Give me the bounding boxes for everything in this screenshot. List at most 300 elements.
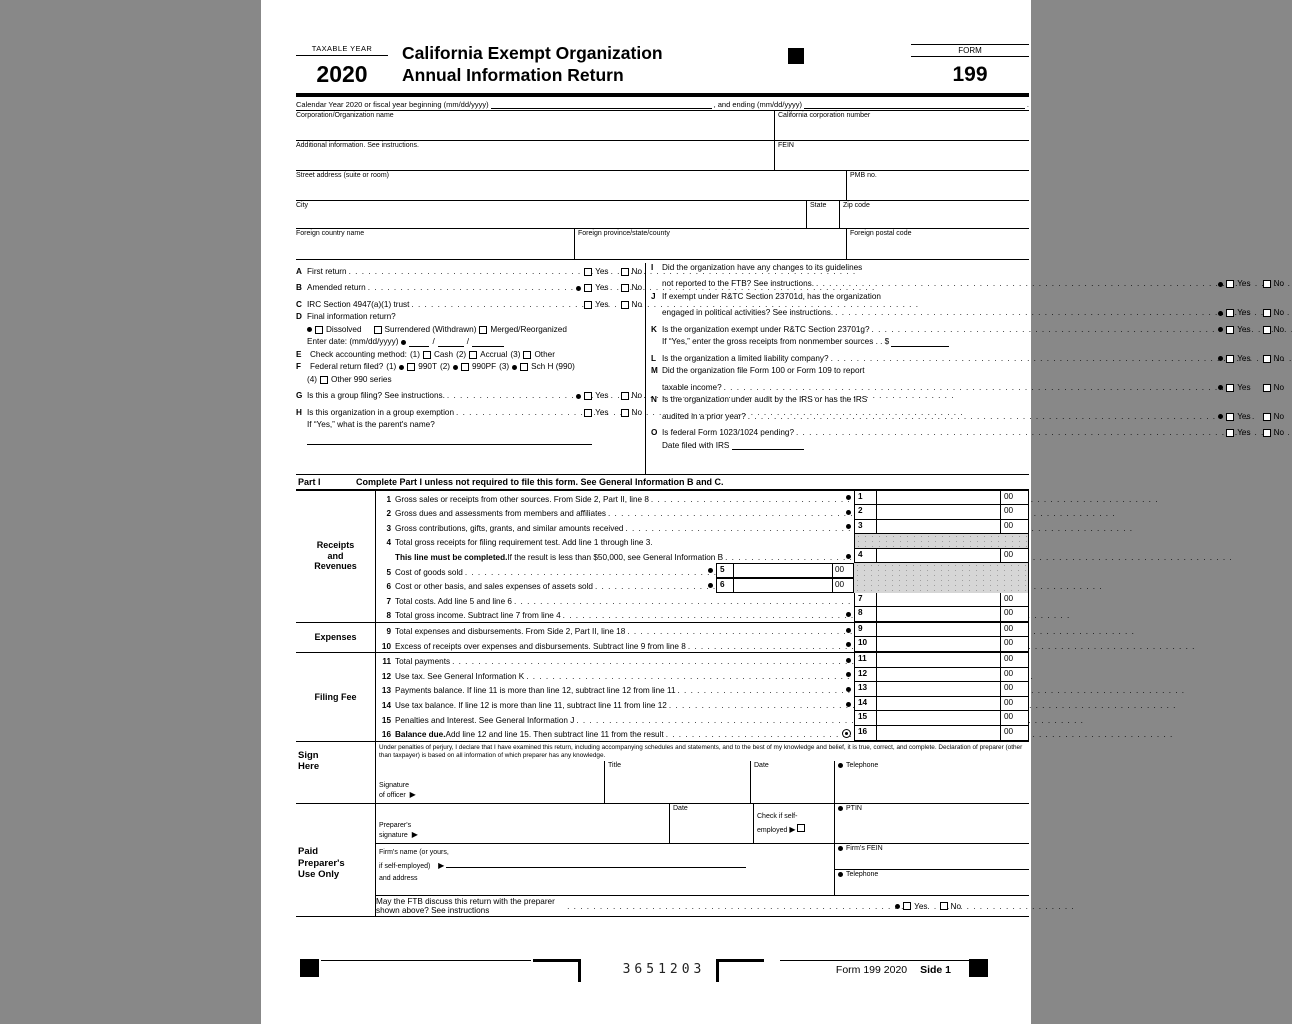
ptin-field[interactable]: [834, 804, 1029, 843]
foreign-country-field[interactable]: [296, 229, 574, 259]
ptin-label: PTIN: [846, 805, 862, 812]
fill-in-bullet-icon: [576, 286, 581, 291]
registration-mark: [788, 48, 804, 64]
dot-leader: [724, 383, 1217, 393]
preparer-signature-field[interactable]: [376, 804, 669, 843]
yes-label: Yes: [1237, 308, 1251, 317]
foreign-province-field[interactable]: [574, 229, 846, 259]
option-number: (1): [409, 349, 420, 359]
officer-signature-field[interactable]: [376, 761, 604, 803]
line-text: Add line 12 and line 15. Then subtract line 11 from the result: [445, 730, 664, 740]
dissolved-checkbox[interactable]: [315, 326, 323, 334]
dot-leader: [796, 428, 1224, 438]
dot-leader: [411, 300, 582, 310]
questions-right-column: [646, 263, 1285, 474]
paid-preparer-label: Paid Preparer's Use Only: [296, 804, 376, 916]
dot-leader: [514, 597, 852, 606]
expenses-group: [296, 622, 1029, 652]
ca-corp-number-label: California corporation number: [778, 111, 871, 119]
dot-leader: [666, 730, 839, 739]
dissolved-label: Dissolved: [326, 324, 362, 334]
state-field[interactable]: [806, 201, 839, 229]
calendar-year-row: [296, 97, 1029, 111]
990t-label: 990T: [418, 362, 437, 371]
footer-form-id: Form 199: [835, 964, 881, 976]
questions-left-column: [296, 263, 646, 474]
h-no-checkbox[interactable]: [621, 409, 629, 417]
line-text: Total gross receipts for filing requirement test. Add line 1 through line 3.: [395, 538, 653, 548]
enter-date-label: Enter date: (mm/dd/yyyy): [307, 337, 399, 346]
o-no-checkbox[interactable]: [1263, 429, 1271, 437]
fill-in-bullet-icon: [895, 904, 900, 909]
title-label: Title: [608, 762, 621, 769]
line-number: 6: [386, 582, 391, 592]
line-12-row: [376, 668, 1029, 683]
line-15-row: [376, 711, 1029, 726]
pmb-label: PMB no.: [850, 171, 877, 179]
i-yes-checkbox[interactable]: [1226, 280, 1234, 288]
question-text: Is federal Form 1023/1024 pending?: [662, 428, 794, 437]
form-number: 199: [952, 63, 988, 86]
fiscal-end-date-field[interactable]: [804, 101, 1025, 109]
fill-in-bullet-icon: [708, 583, 713, 588]
line-13-amount-field[interactable]: [876, 682, 1000, 697]
gross-receipts-label: If “Yes,” enter the gross receipts from nonmember sources . . $: [662, 337, 890, 346]
n-yes-checkbox[interactable]: [1226, 413, 1234, 421]
line-text: Total costs. Add line 5 and line 6: [395, 596, 512, 606]
g-yes-checkbox[interactable]: [584, 392, 592, 400]
other-990-checkbox[interactable]: [320, 376, 328, 384]
line-14-amount-field[interactable]: [876, 697, 1000, 712]
question-a: [296, 263, 642, 277]
line-5-amount-field[interactable]: [734, 563, 832, 578]
line-2-amount-field[interactable]: [876, 505, 1000, 520]
line-number-box: 11: [854, 653, 876, 668]
firm-fein-field[interactable]: [835, 844, 1029, 870]
self-employed-cell: Check if self- employed ▶: [753, 804, 834, 843]
fill-in-bullet-icon: [307, 327, 312, 332]
signature-section: [296, 741, 1029, 917]
line-7-row: [376, 593, 1029, 608]
sign-here-label: Sign Here: [296, 742, 376, 803]
taxable-year-label: TAXABLE YEAR: [296, 44, 388, 56]
990pf-label: 990PF: [471, 362, 497, 371]
final-date-day-field[interactable]: [438, 338, 464, 347]
cents-cell: 00: [1000, 668, 1028, 683]
no-label: No: [950, 901, 961, 911]
date-label: Date: [673, 805, 688, 812]
question-text: Amended return: [307, 283, 366, 292]
line-number: 9: [386, 626, 391, 636]
line-number-box: 4: [854, 549, 876, 564]
question-letter: G: [296, 391, 303, 400]
dot-leader: [748, 412, 1216, 422]
cents-cell: 00: [1000, 520, 1028, 535]
cents-cell: 00: [832, 578, 854, 593]
line-7-amount-field[interactable]: [876, 593, 1000, 608]
additional-info-label: Additional information. See instructions.: [296, 141, 419, 149]
line-text-bold: Balance due.: [395, 730, 446, 740]
question-text: First return: [307, 266, 347, 276]
corner-bracket-icon: [716, 959, 764, 982]
additional-info-field[interactable]: [296, 141, 774, 171]
no-label: No: [1273, 353, 1285, 363]
zip-label: Zip code: [843, 201, 870, 209]
shaded-cell: [854, 578, 1029, 593]
line-10-amount-field[interactable]: [876, 637, 1000, 652]
fein-field[interactable]: [774, 141, 1029, 171]
line-number: 4: [386, 538, 391, 548]
foreign-postal-field[interactable]: [846, 229, 1029, 259]
pmb-field[interactable]: [846, 171, 1029, 201]
parent-name-field[interactable]: [307, 436, 592, 445]
surrendered-checkbox[interactable]: [374, 326, 382, 334]
line-14-row: [376, 697, 1029, 712]
perjury-statement: Under penalties of perjury, I declare that I have examined this return, including accompanying schedules and statements, and to the best of my knowledge and belief, it is true, correct, and complete. Declaration of preparer (other than taxpayer) is based on all information of which preparer has any knowledge.: [379, 743, 1023, 759]
line-1-amount-field[interactable]: [876, 491, 1000, 506]
b-yes-checkbox[interactable]: [584, 284, 592, 292]
sch-h-checkbox[interactable]: [520, 363, 528, 371]
question-j: [651, 292, 1284, 302]
officer-title-field[interactable]: [604, 761, 750, 803]
line-13-row: [376, 682, 1029, 697]
line-4-row-b: [376, 549, 1029, 564]
officer-date-field[interactable]: [750, 761, 834, 803]
question-letter: O: [651, 428, 658, 437]
line-9-amount-field[interactable]: [876, 623, 1000, 638]
registration-mark: [969, 959, 988, 977]
street-address-field[interactable]: [296, 171, 846, 201]
line-16-amount-field[interactable]: [876, 726, 1000, 741]
line-11-amount-field[interactable]: [876, 653, 1000, 668]
city-field[interactable]: [296, 201, 806, 229]
question-text: Final information return?: [307, 312, 396, 321]
line-12-amount-field[interactable]: [876, 668, 1000, 683]
question-letter: I: [651, 262, 654, 272]
officer-telephone-field[interactable]: [834, 761, 1029, 803]
corp-name-label: Corporation/Organization name: [296, 111, 394, 119]
question-letter: H: [296, 407, 302, 417]
surrendered-label: Surrendered (Withdrawn): [384, 324, 477, 334]
line-3-amount-field[interactable]: [876, 520, 1000, 535]
fein-label: FEIN: [778, 141, 794, 149]
question-text: not reported to the FTB? See instructions.: [662, 279, 815, 288]
question-text: Is the organization exempt under R&TC Section 23701g?: [662, 324, 870, 334]
line-text: Cost of goods sold: [395, 567, 463, 577]
o-yes-checkbox[interactable]: [1226, 429, 1234, 437]
telephone-label: Telephone: [846, 871, 879, 878]
line-number: 2: [386, 509, 391, 519]
cents-cell: 00: [1000, 593, 1028, 608]
a-no-checkbox[interactable]: [621, 268, 629, 276]
m-no-checkbox[interactable]: [1263, 384, 1271, 392]
taxable-year-block: [296, 40, 388, 92]
yes-label: Yes: [1237, 411, 1251, 421]
fill-in-bullet-icon: [838, 872, 843, 877]
accrual-label: Accrual: [480, 349, 508, 359]
fill-in-bullet-icon: [576, 394, 581, 399]
parent-name-question: If “Yes,” what is the parent's name?: [307, 420, 435, 429]
line-text: Gross dues and assessments from members and affiliates: [395, 509, 606, 519]
990pf-checkbox[interactable]: [461, 363, 469, 371]
yes-label: Yes: [1237, 382, 1251, 392]
merged-checkbox[interactable]: [479, 326, 487, 334]
line-5-row: [376, 563, 1029, 578]
question-letter: F: [296, 362, 302, 371]
dot-leader: [625, 524, 843, 533]
k-yes-checkbox[interactable]: [1226, 326, 1234, 334]
g-no-checkbox[interactable]: [621, 392, 629, 400]
city-label: City: [296, 201, 309, 209]
date-filed-field[interactable]: [732, 441, 804, 450]
a-yes-checkbox[interactable]: [584, 268, 592, 276]
yes-label: Yes: [1237, 353, 1251, 363]
question-letter: A: [296, 266, 302, 276]
question-letter: K: [651, 324, 657, 334]
corp-name-field[interactable]: [296, 111, 774, 141]
cents-cell: 00: [1000, 607, 1028, 622]
final-date-year-field[interactable]: [472, 338, 504, 347]
option-number: (1): [386, 362, 397, 371]
zip-field[interactable]: [839, 201, 1029, 229]
cents-cell: 00: [1000, 505, 1028, 520]
question-letter: J: [651, 291, 656, 301]
yes-label: Yes: [1237, 324, 1251, 334]
firm-name-blank[interactable]: [446, 859, 746, 868]
ca-corp-number-field[interactable]: [774, 111, 1029, 141]
line-text: Payments balance. If line 11 is more than line 12, subtract line 12 from line 11: [395, 686, 676, 696]
part1-instruction: Complete Part I unless not required to file this form. See General Information B and C.: [356, 476, 724, 487]
line-number: 12: [381, 671, 391, 681]
foreign-country-label: Foreign country name: [296, 229, 365, 237]
line-text: Penalties and Interest. See General Information J: [395, 715, 575, 725]
line-text: Cost or other basis, and sales expenses of assets sold: [395, 582, 593, 592]
dot-leader: [368, 283, 574, 293]
question-text: Is this a group filing? See instructions.: [307, 391, 445, 400]
b-no-checkbox[interactable]: [621, 284, 629, 292]
line-number-box: 2: [854, 505, 876, 520]
dot-leader: [567, 902, 893, 911]
form-title-line1: California Exempt Organization: [402, 43, 663, 63]
yes-label: Yes: [595, 391, 609, 400]
other-990-label: Other 990 series: [331, 374, 392, 384]
line-8-amount-field[interactable]: [876, 607, 1000, 622]
line-10-row: [376, 637, 1029, 652]
option-number: (4): [307, 374, 318, 384]
line-text: Use tax. See General Information K: [395, 671, 525, 681]
preparer-date-field[interactable]: [669, 804, 753, 843]
question-letter: B: [296, 283, 302, 292]
registration-mark: [300, 959, 319, 977]
fill-in-bullet-icon: [1218, 327, 1223, 332]
line-text: Total gross income. Subtract line 7 from line 4: [395, 611, 561, 621]
taxable-year-value: 2020: [316, 61, 368, 87]
fiscal-begin-date-field[interactable]: [491, 101, 712, 109]
question-text: Did the organization have any changes to its guidelines: [662, 262, 863, 272]
no-label: No: [1273, 411, 1285, 421]
line-9-row: [376, 623, 1029, 638]
dot-leader: [872, 325, 1217, 335]
line-number-box: 9: [854, 623, 876, 638]
expenses-side-label: Expenses: [296, 623, 376, 652]
calendar-period: .: [1026, 99, 1030, 109]
line-number-box: 16: [854, 726, 876, 741]
question-letter: D: [296, 312, 302, 321]
footer-year: 2020: [883, 964, 908, 976]
dot-leader: [627, 627, 843, 636]
question-d: [296, 312, 642, 322]
corner-bracket-icon: [533, 959, 581, 982]
990t-checkbox[interactable]: [407, 363, 415, 371]
m-yes-checkbox[interactable]: [1226, 384, 1234, 392]
question-text: Federal return filed?: [310, 362, 384, 371]
dot-leader: [831, 354, 1217, 364]
yes-label: Yes: [595, 283, 609, 292]
footer-rule: [321, 960, 531, 961]
dot-leader: [465, 568, 705, 577]
firm-right-column: [834, 844, 1029, 895]
line-number: 10: [381, 641, 391, 651]
paid-preparer-group: [296, 804, 1029, 916]
line-number: 14: [381, 700, 391, 710]
nonmember-gross-receipts-field[interactable]: [891, 338, 949, 347]
line-number-box: 5: [716, 563, 734, 578]
l-yes-checkbox[interactable]: [1226, 355, 1234, 363]
fill-in-bullet-icon: [1218, 356, 1223, 361]
discuss-yes-checkbox[interactable]: [903, 902, 911, 910]
fill-in-bullet-icon: [846, 510, 851, 515]
sign-here-group: [296, 742, 1029, 804]
l-no-checkbox[interactable]: [1263, 355, 1271, 363]
line-number-box: 7: [854, 593, 876, 608]
arrow-icon: ▶: [789, 825, 796, 834]
telephone-label: Telephone: [846, 762, 879, 769]
c-no-checkbox[interactable]: [621, 301, 629, 309]
question-o: [651, 424, 1284, 438]
line-11-row: [376, 653, 1029, 668]
line-number-box: 14: [854, 697, 876, 712]
dot-leader: [456, 408, 582, 418]
footer-side: Side 1: [920, 964, 951, 976]
question-text: IRC Section 4947(a)(1) trust: [307, 299, 410, 309]
fill-in-bullet-icon: [453, 365, 458, 370]
line-number-box: 13: [854, 682, 876, 697]
line-number-box: 3: [854, 520, 876, 535]
line-8-row: [376, 607, 1029, 622]
dot-leader: [576, 716, 852, 725]
j-yes-checkbox[interactable]: [1226, 309, 1234, 317]
signature-of-officer-label: Signature of officer ▶: [379, 782, 416, 799]
sch-h-label: Sch H (990): [531, 362, 575, 371]
merged-label: Merged/Reorganized: [490, 324, 567, 334]
dot-leader: [608, 509, 843, 518]
line-6-row: [376, 578, 1029, 593]
question-letter: M: [651, 366, 658, 375]
h-yes-checkbox[interactable]: [584, 409, 592, 417]
target-bullet-icon: [842, 729, 851, 738]
no-label: No: [1273, 308, 1285, 317]
option-number: (2): [439, 362, 450, 371]
no-label: No: [631, 266, 642, 276]
firm-telephone-field[interactable]: [835, 870, 1029, 895]
question-text: Is this organization in a group exemption: [307, 407, 455, 417]
dot-leader: [349, 267, 583, 277]
c-yes-checkbox[interactable]: [584, 301, 592, 309]
line-3-row: [376, 520, 1029, 535]
dot-leader: [563, 611, 843, 620]
filing-fee-side-label: Filing Fee: [296, 653, 376, 741]
form-title: [388, 40, 911, 92]
shaded-cell: [854, 534, 1029, 549]
calendar-ending-label: , and ending (mm/dd/yyyy): [713, 99, 802, 109]
question-h: [296, 404, 642, 418]
yes-label: Yes: [914, 901, 928, 911]
cents-cell: 00: [1000, 623, 1028, 638]
cents-cell: 00: [1000, 682, 1028, 697]
cents-cell: 00: [1000, 726, 1028, 741]
question-f: [296, 362, 642, 372]
arrow-icon: ▶: [438, 861, 445, 870]
option-number: (3): [499, 362, 510, 371]
question-k: [651, 321, 1284, 335]
receipts-side-label: Receipts and Revenues: [296, 491, 376, 622]
fill-in-bullet-icon: [401, 340, 406, 345]
final-date-month-field[interactable]: [409, 338, 429, 347]
line-number: 7: [386, 596, 391, 606]
arrow-icon: ▶: [411, 829, 418, 839]
dot-leader: [678, 686, 844, 695]
discuss-no-checkbox[interactable]: [940, 902, 948, 910]
n-no-checkbox[interactable]: [1263, 413, 1271, 421]
cents-cell: 00: [1000, 697, 1028, 712]
k-no-checkbox[interactable]: [1263, 326, 1271, 334]
line-4-amount-field[interactable]: [876, 549, 1000, 564]
cash-checkbox[interactable]: [423, 351, 431, 359]
line-text-bold: This line must be completed.: [395, 552, 508, 562]
line-1-row: [376, 491, 1029, 506]
firm-name-field[interactable]: Firm's name (or yours, if self-employed) ▶ and address: [376, 844, 834, 895]
other-method-checkbox[interactable]: [523, 351, 531, 359]
i-no-checkbox[interactable]: [1263, 280, 1271, 288]
j-no-checkbox[interactable]: [1263, 309, 1271, 317]
line-number: 15: [381, 715, 391, 725]
question-i: [651, 263, 1284, 273]
question-d-date: [307, 337, 642, 347]
question-text: Check accounting method:: [310, 349, 407, 359]
no-label: No: [631, 283, 642, 292]
self-employed-checkbox[interactable]: [797, 824, 805, 832]
line-15-amount-field[interactable]: [876, 711, 1000, 726]
fill-in-bullet-icon: [846, 687, 851, 692]
line-6-amount-field[interactable]: [734, 578, 832, 593]
question-h-sub: [307, 420, 642, 430]
question-letter: C: [296, 299, 302, 309]
line-text: Gross contributions, gifts, grants, and similar amounts received: [395, 523, 624, 533]
fill-in-bullet-icon: [838, 763, 843, 768]
question-letter: L: [651, 353, 657, 363]
part1-header: [296, 474, 1029, 491]
question-f-line2: [307, 375, 642, 385]
form-header: [296, 40, 1029, 92]
option-number: (3): [510, 349, 521, 359]
line-number: 8: [386, 611, 391, 621]
accrual-checkbox[interactable]: [469, 351, 477, 359]
fill-in-bullet-icon: [399, 365, 404, 370]
slash: /: [466, 337, 470, 346]
no-label: No: [631, 391, 642, 400]
line-text: Total payments: [395, 657, 451, 667]
line-number: 5: [386, 567, 391, 577]
